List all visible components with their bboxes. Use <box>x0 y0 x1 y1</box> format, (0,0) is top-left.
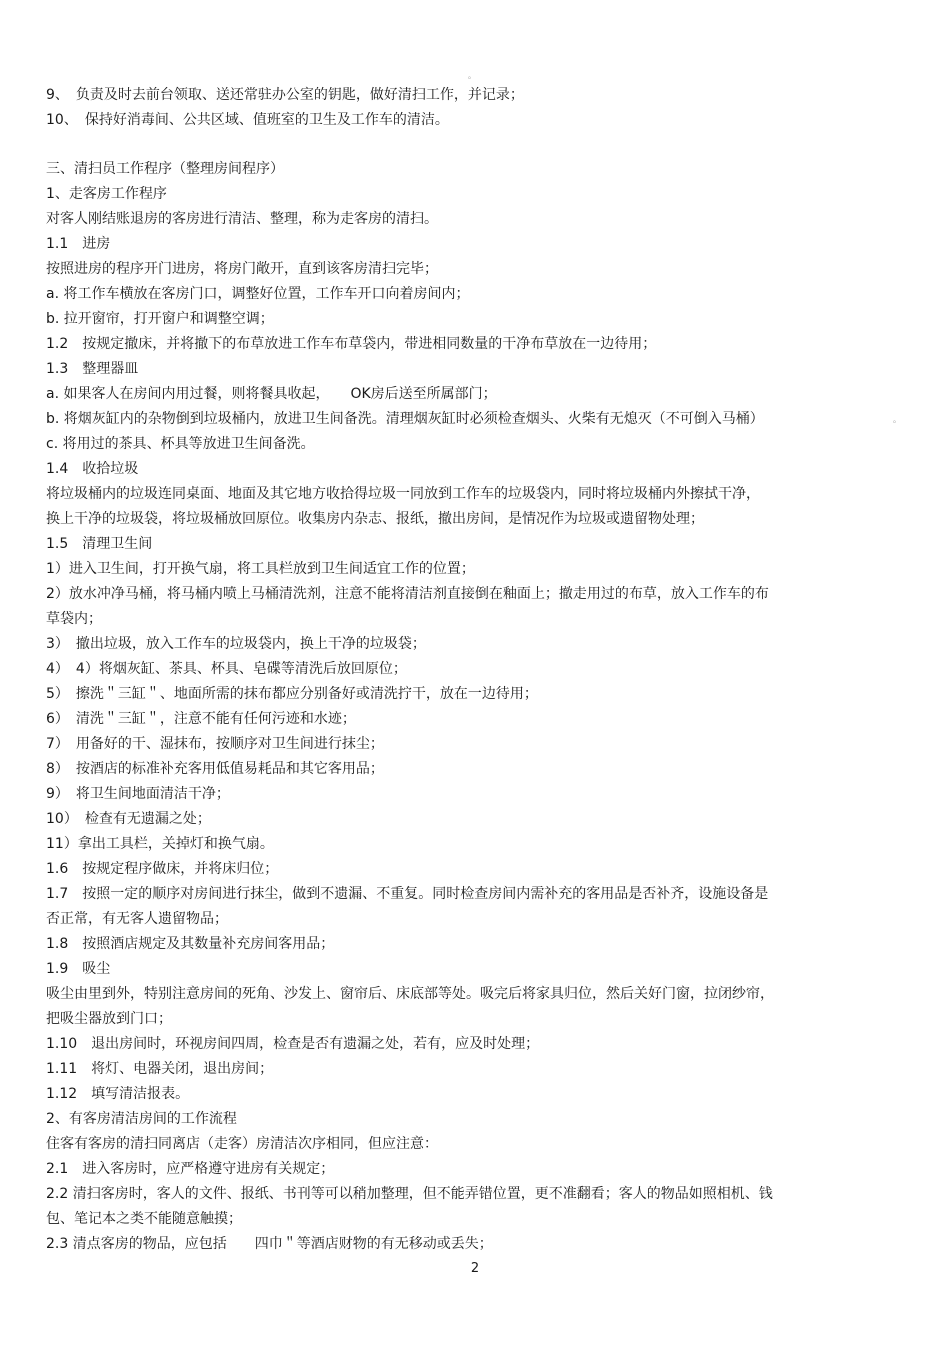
text-line: 5） 擦洗＂三缸＂、地面所需的抹布都应分别备好或清洗拧干，放在一边待用； <box>46 686 538 702</box>
top-mark: 。 <box>468 71 476 80</box>
text-line: 6） 清洗＂三缸＂，注意不能有任何污迹和水迹； <box>46 711 356 727</box>
section-heading: 三、清扫员工作程序（整理房间程序） <box>46 161 284 177</box>
text-line: 对客人刚结账退房的客房进行清洁、整理，称为走客房的清扫。 <box>46 211 438 227</box>
text-line: 1）进入卫生间，打开换气扇，将工具栏放到卫生间适宜工作的位置； <box>46 561 475 577</box>
text-line: c. 将用过的茶具、杯具等放进卫生间备洗。 <box>46 436 315 452</box>
text-line: 2.3 清点客房的物品，应包括 四巾＂等酒店财物的有无移动或丢失； <box>46 1236 493 1252</box>
text-line: 7） 用备好的干、湿抹布，按顺序对卫生间进行抹尘； <box>46 736 384 752</box>
text-line: 把吸尘器放到门口； <box>46 1011 172 1027</box>
text-line: a. 将工作车横放在客房门口，调整好位置，工作车开口向着房间内； <box>46 286 470 302</box>
text-line: 1、走客房工作程序 <box>46 186 167 202</box>
text-line: 1.1 进房 <box>46 236 111 252</box>
text-line: 9） 将卫生间地面清洁干净； <box>46 786 230 802</box>
text-line: 2、有客房清洁房间的工作流程 <box>46 1111 237 1127</box>
text-line: b. 拉开窗帘，打开窗户和调整空调； <box>46 311 274 327</box>
text-line: b. 将烟灰缸内的杂物倒到垃圾桶内，放进卫生间备洗。清理烟灰缸时必须检查烟头、火柴有无熄灭（不可倒入马桶） <box>46 411 764 427</box>
text-line: 1.5 清理卫生间 <box>46 536 153 552</box>
text-line: 包、笔记本之类不能随意触摸； <box>46 1211 242 1227</box>
text-line: 10、 保持好消毒间、公共区域、值班室的卫生及工作车的清洁。 <box>46 112 449 128</box>
text-line: 1.7 按照一定的顺序对房间进行抹尘，做到不遗漏、不重复。同时检查房间内需补充的客用品是否补齐，设施设备是 <box>46 886 769 902</box>
text-line: 2.2 清扫客房时，客人的文件、报纸、书刊等可以稍加整理，但不能弄错位置，更不准翻看；客人的物品如照相机、钱 <box>46 1186 773 1202</box>
text-line: 8） 按酒店的标准补充客用低值易耗品和其它客用品； <box>46 761 384 777</box>
text-line: 11）拿出工具栏，关掉灯和换气扇。 <box>46 836 274 852</box>
text-line: 1.2 按规定撤床，并将撤下的布草放进工作车布草袋内，带进相同数量的干净布草放在一边待用； <box>46 336 657 352</box>
text-line: 2）放水冲净马桶，将马桶内喷上马桶清洗剂，注意不能将清洁剂直接倒在釉面上；撤走用过的布草，放入工作车的布 <box>46 586 769 602</box>
text-line: 1.12 填写清洁报表。 <box>46 1086 190 1102</box>
side-mark: 。 <box>893 415 901 424</box>
text-line: 9、 负责及时去前台领取、送还常驻办公室的钥匙，做好清扫工作，并记录； <box>46 87 524 103</box>
text-line: 1.8 按照酒店规定及其数量补充房间客用品； <box>46 936 335 952</box>
page-number: 2 <box>470 1261 480 1276</box>
text-line: 2.1 进入客房时，应严格遵守进房有关规定； <box>46 1161 335 1177</box>
text-line: a. 如果客人在房间内用过餐，则将餐具收起， OK房后送至所属部门； <box>46 386 497 402</box>
text-line: 1.11 将灯、电器关闭，退出房间； <box>46 1061 274 1077</box>
text-line: 将垃圾桶内的垃圾连同桌面、地面及其它地方收拾得垃圾一同放到工作车的垃圾袋内，同时将垃圾桶内外擦拭干净， <box>46 486 760 502</box>
text-line: 10） 检查有无遗漏之处； <box>46 811 211 827</box>
text-line: 4） 4）将烟灰缸、茶具、杯具、皂碟等清洗后放回原位； <box>46 661 407 677</box>
text-line: 吸尘由里到外，特别注意房间的死角、沙发上、窗帘后、床底部等处。吸完后将家具归位，然后关好门窗，拉闭纱帘， <box>46 986 774 1002</box>
text-line: 否正常，有无客人遗留物品； <box>46 911 228 927</box>
text-line: 3） 撤出垃圾，放入工作车的垃圾袋内，换上干净的垃圾袋； <box>46 636 426 652</box>
text-line: 1.10 退出房间时，环视房间四周，检查是否有遗漏之处，若有，应及时处理； <box>46 1036 540 1052</box>
text-line: 换上干净的垃圾袋，将垃圾桶放回原位。收集房内杂志、报纸，撤出房间，是情况作为垃圾或遗留物处理； <box>46 511 704 527</box>
text-line: 1.9 吸尘 <box>46 961 111 977</box>
text-line: 1.3 整理器皿 <box>46 361 139 377</box>
text-line: 草袋内； <box>46 611 102 627</box>
text-line: 住客有客房的清扫同离店（走客）房清洁次序相同，但应注意： <box>46 1136 438 1152</box>
text-line: 1.6 按规定程序做床，并将床归位； <box>46 861 279 877</box>
text-line: 1.4 收拾垃圾 <box>46 461 139 477</box>
text-line: 按照进房的程序开门进房，将房门敞开，直到该客房清扫完毕； <box>46 261 438 277</box>
